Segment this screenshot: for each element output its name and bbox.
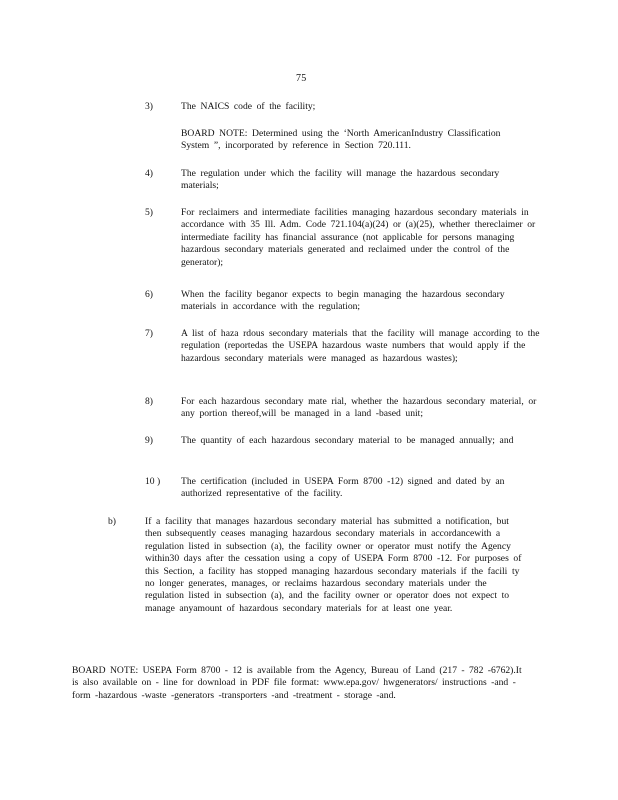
- item-number: 4): [145, 168, 153, 179]
- item-number: 7): [145, 328, 153, 339]
- subsection-b-text: If a facility that manages hazardous secondary material has submitted a notification, but then subsequently ceases managing hazardous secondary materials in accordancewith a regulation listed in subsection (a), the facility owner or operator must notify the Agency within30 days after the cessation using a copy of USEPA Form 8700 -12. For purposes of this Section, a facility has stopped managing hazardous secondary materials if the facili ty no longer generates, manages, or reclaims hazardous secondary materials under the regulation listed in subsection (a), and the facility owner or operator does not expect to manage anyamount of hazardous secondary materials for at least one year.: [145, 516, 522, 614]
- subsection-label: b): [108, 516, 116, 527]
- item-text: For each hazardous secondary mate rial, whether the hazardous secondary material, or any portion thereof,will be managed in a land -based unit;: [181, 396, 537, 420]
- item-number: 6): [145, 289, 153, 300]
- item-text: When the facility beganor expects to begin managing the hazardous secondary materials in accordance with the regulation;: [181, 289, 505, 313]
- item-text: For reclaimers and intermediate facilities managing hazardous secondary materials in accordance with 35 Ill. Adm. Code 721.104(a)(24) or (a)(25), whether thereclaimer or intermediate facility has financial assurance (not applicable for persons managing hazardous secondary materials generated and reclaimed under the control of the generator);: [181, 207, 536, 268]
- item-text: A list of haza rdous secondary materials that the facility will manage according to the regulation (reportedas the USEPA hazardous waste numbers that would apply if the hazardous secondary materials were managed as hazardous wastes);: [181, 328, 540, 364]
- item-text: The certification (included in USEPA Form 8700 -12) signed and dated by an authorized representative of the facility.: [181, 476, 505, 500]
- page-number: 75: [296, 73, 307, 84]
- board-note-naics: BOARD NOTE: Determined using the ‘North AmericanIndustry Classification System ”, incorporated by reference in Section 720.111.: [181, 128, 501, 152]
- board-note-final: BOARD NOTE: USEPA Form 8700 - 12 is available from the Agency, Bureau of Land (217 - 782 -6762).It is also available on - line for download in PDF file format: www.epa.gov/ hwgenerators/ instructions -and -form -hazardous -waste -generators -transporters -and -treatment - storage -and.: [72, 665, 522, 701]
- item-text: The quantity of each hazardous secondary material to be managed annually; and: [181, 435, 514, 446]
- item-text: The NAICS code of the facility;: [181, 101, 316, 112]
- item-number: 5): [145, 207, 153, 218]
- item-number: 8): [145, 396, 153, 407]
- item-text: The regulation under which the facility will manage the hazardous secondary materials;: [181, 168, 500, 192]
- item-number: 9): [145, 435, 153, 446]
- item-number: 3): [145, 101, 153, 112]
- item-number: 10 ): [145, 476, 161, 487]
